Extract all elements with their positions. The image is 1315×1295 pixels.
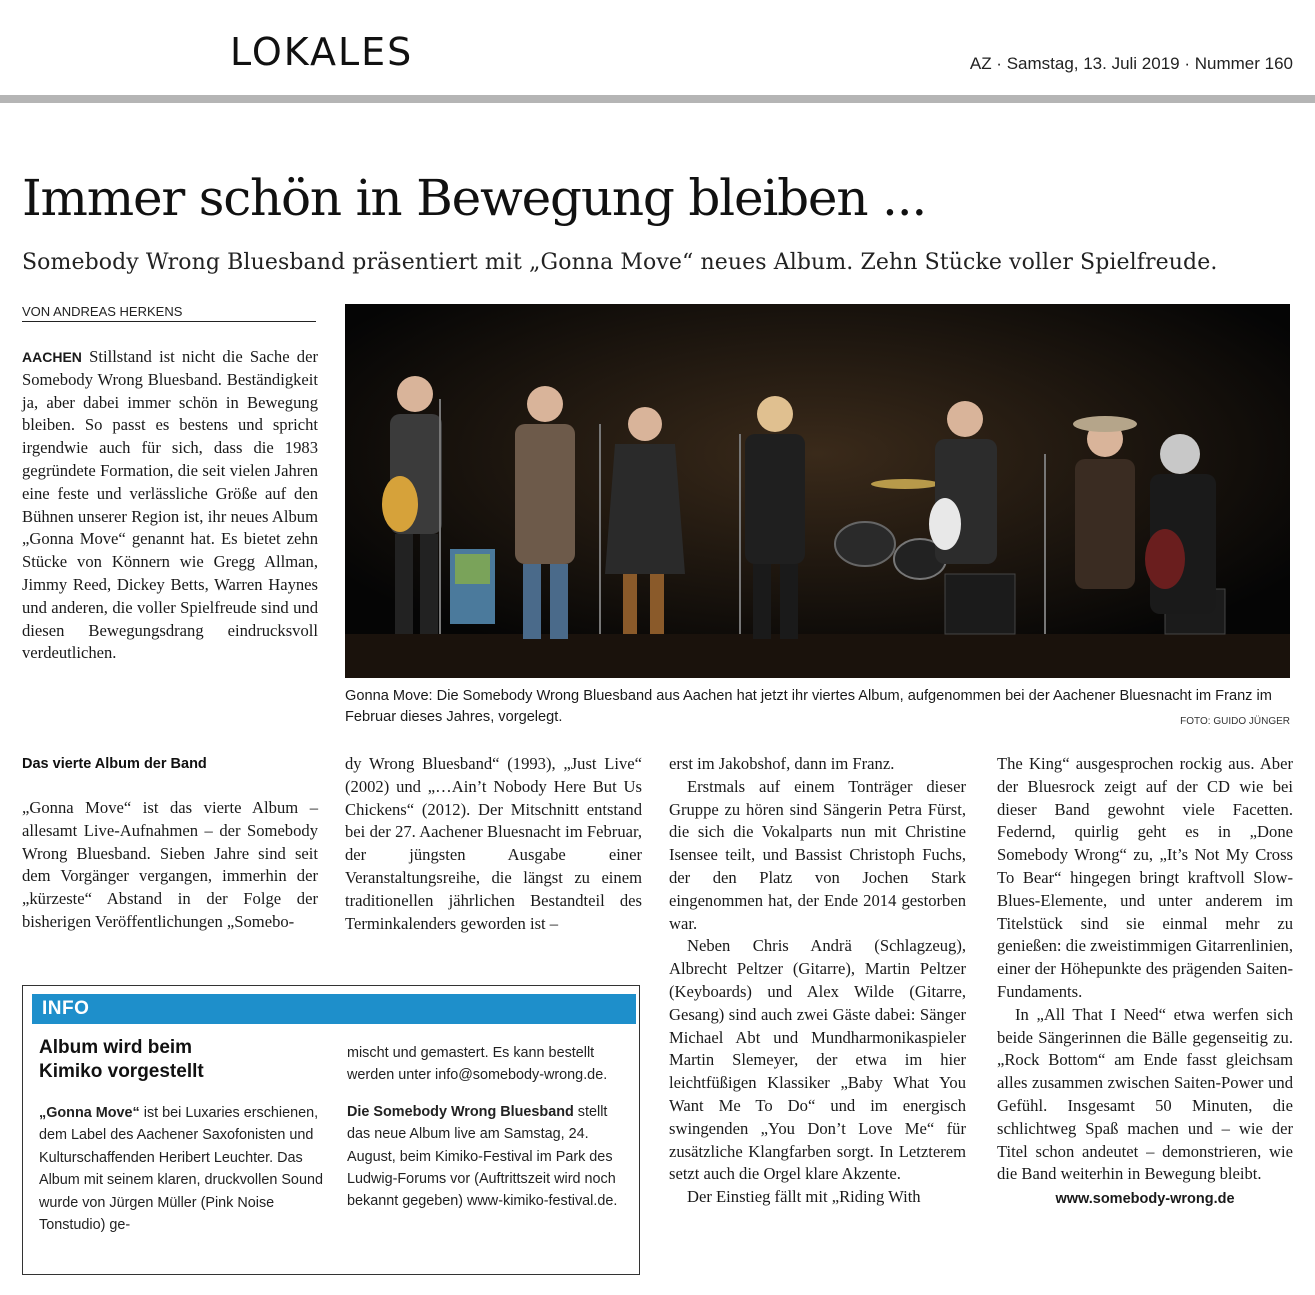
lead-text: Stillstand ist nicht die Sache der Somebody Wrong Bluesband. Beständigkeit ja, aber dabei immer schön in Bewegung bleiben. So passt es bestens und spricht irgendwie auch für sich, dass die 1983 gegründete Formation, die seit vielen Jahren eine feste und verlässliche Größe auf den Bühnen unserer Region ist, ihr neues Album „Gonna Move“ genannt hat. Es bietet zehn Stücke von Könnern wie Gregg Allman, Jimmy Reed, Dickey Betts, Warren Haynes und anderen, die voller Spielfreude sind und diesen Bewegungsdrang eindrucksvoll verdeutlichen.	[22, 347, 318, 663]
section-title: LOKALES	[230, 30, 414, 74]
info-paragraph-3: stellt das neue Album live am Samstag, 24. August, beim Kimiko-Festival im Park des Ludwig-Forums vor (Auftrittszeit wird noch bekannt gegeben) www-kimiko-festival.de.	[347, 1103, 618, 1210]
website-link[interactable]: www.somebody-wrong.de	[1055, 1191, 1235, 1208]
column-3-paragraph-1: erst im Jakobshof, dann im Franz.	[669, 754, 895, 773]
info-paragraph-2: mischt und gemastert. Es kann bestellt werden unter info@somebody-wrong.de.	[347, 1045, 608, 1084]
info-column-2	[347, 1042, 632, 1213]
headline: Immer schön in Bewegung bleiben ...	[22, 169, 927, 227]
article-column-2	[345, 753, 642, 935]
info-box	[22, 985, 640, 1275]
section-subhead: Das vierte Album der Band	[22, 756, 207, 772]
subheadline: Somebody Wrong Bluesband präsentiert mit „Gonna Move“ neues Album. Zehn Stücke voller Spielfreude.	[22, 250, 1218, 275]
column-4-paragraph-2: In „All That I Need“ etwa werfen sich beide Sängerinnen die Bälle gegenseitig zu. „Rock Bottom“ am Ende fasst gleichsam alles zusammen zwischen Saiten-Power und Gefühl. Insgesamt 50 Minuten, die schlichtweg Spaß machen und – wie der Titel schon andeutet – demonstrieren, wie die Band weiterhin in Bewegung bleibt.	[997, 1004, 1293, 1184]
info-paragraph-1: ist bei Luxaries erschienen, dem Label des Aachener Saxofonisten und Kulturschaffenden Heribert Leuchter. Das Album mit seinem klaren, druckvollen Sound wurde von Jürgen Müller (Pink Noise Tonstudio) ge-	[39, 1105, 323, 1234]
band-photo	[345, 304, 1290, 678]
photo-credit: FOTO: GUIDO JÜNGER	[1180, 716, 1290, 727]
article-column-1	[22, 797, 318, 934]
byline: VON ANDREAS HERKENS	[22, 304, 316, 322]
info-box-title	[39, 1036, 329, 1084]
lead-paragraph	[22, 346, 318, 665]
info-album-name: „Gonna Move“	[39, 1105, 140, 1121]
article-column-3	[669, 753, 966, 1209]
column-3-paragraph-2: Erstmals auf einem Tonträger dieser Gruppe zu hören sind Sängerin Petra Fürst, die sich die Vokalparts nun mit Christine Isensee teilt, und Bassist Christoph Fuchs, der den Platz von Jochen Stark eingenommen hat, der Ende 2014 gestorben war.	[669, 776, 966, 933]
column-1-text: „Gonna Move“ ist das vierte Album – allesamt Live-Aufnahmen – der Somebody Wrong Bluesband. Sieben Jahre sind seit dem Vorgänger vergangen, immerhin der „kürzeste“ Abstand in der Folge der bisherigen Veröffentlichungen „Somebo-	[22, 798, 318, 931]
photo-caption: Gonna Move: Die Somebody Wrong Bluesband aus Aachen hat jetzt ihr viertes Album, aufgenommen bei der Aachener Bluesnacht im Franz im Februar dieses Jahres, vorgelegt.	[345, 688, 1272, 725]
info-column-1	[39, 1102, 324, 1236]
issue-info: AZ · Samstag, 13. Juli 2019 · Nummer 160	[969, 54, 1293, 73]
column-4-paragraph-1: The King“ ausgesprochen rockig aus. Aber der Bluesrock zeigt auf der CD wie bei dieser Band gewohnt viele Facetten. Federnd, quirlig geht es in „Done Somebody Wrong“ zu, „It’s Not My Cross To Bear“ hingegen bringt kraftvoll Slow-Blues-Elemente, und unter anderem im Titelstück sind sie einmal mehr zu genießen: die zweistimmigen Gitarrenlinien, einer der Höhepunkte des prägenden Saiten-Fundaments.	[997, 754, 1293, 1001]
column-2-text: dy Wrong Bluesband“ (1993), „Just Live“ (2002) und „…Ain’t Nobody Here But Us Chickens“ (2012). Der Mitschnitt entstand bei der 27. Aachener Bluesnacht im Februar, der jüngsten Ausgabe einer Veranstaltungsreihe, die längst zu einem traditionellen jährlichen Bestandteil des Terminkalenders geworden ist –	[345, 754, 642, 933]
info-title-line-2: Kimiko vorgestellt	[39, 1061, 204, 1082]
column-3-paragraph-3: Neben Chris Andrä (Schlagzeug), Albrecht Peltzer (Gitarre), Martin Peltzer (Keyboards) und Alex Wilde (Gitarre, Gesang) sind auch zwei Gäste dabei: Sänger Michael Abt und Mundharmonikaspieler Martin Slemeyer, der etwa im hier leichtfüßigen Klassiker „Baby What You Want Me To Do“ und im energisch swingenden „You Don’t Love Me“ für zusätzliche Klangfarben sorgt. In Letzterem setzt auch die Orgel klare Akzente.	[669, 936, 966, 1184]
info-box-label: INFO	[32, 994, 636, 1024]
info-title-line-1: Album wird beim	[39, 1037, 193, 1058]
article-column-4	[997, 753, 1293, 1211]
concert-stage-illustration	[345, 304, 1290, 678]
column-3-paragraph-4: Der Einstieg fällt mit „Riding With	[687, 1187, 921, 1207]
header-rule	[0, 95, 1315, 103]
info-band-name: Die Somebody Wrong Bluesband	[347, 1103, 574, 1120]
dateline: AACHEN	[22, 349, 82, 365]
